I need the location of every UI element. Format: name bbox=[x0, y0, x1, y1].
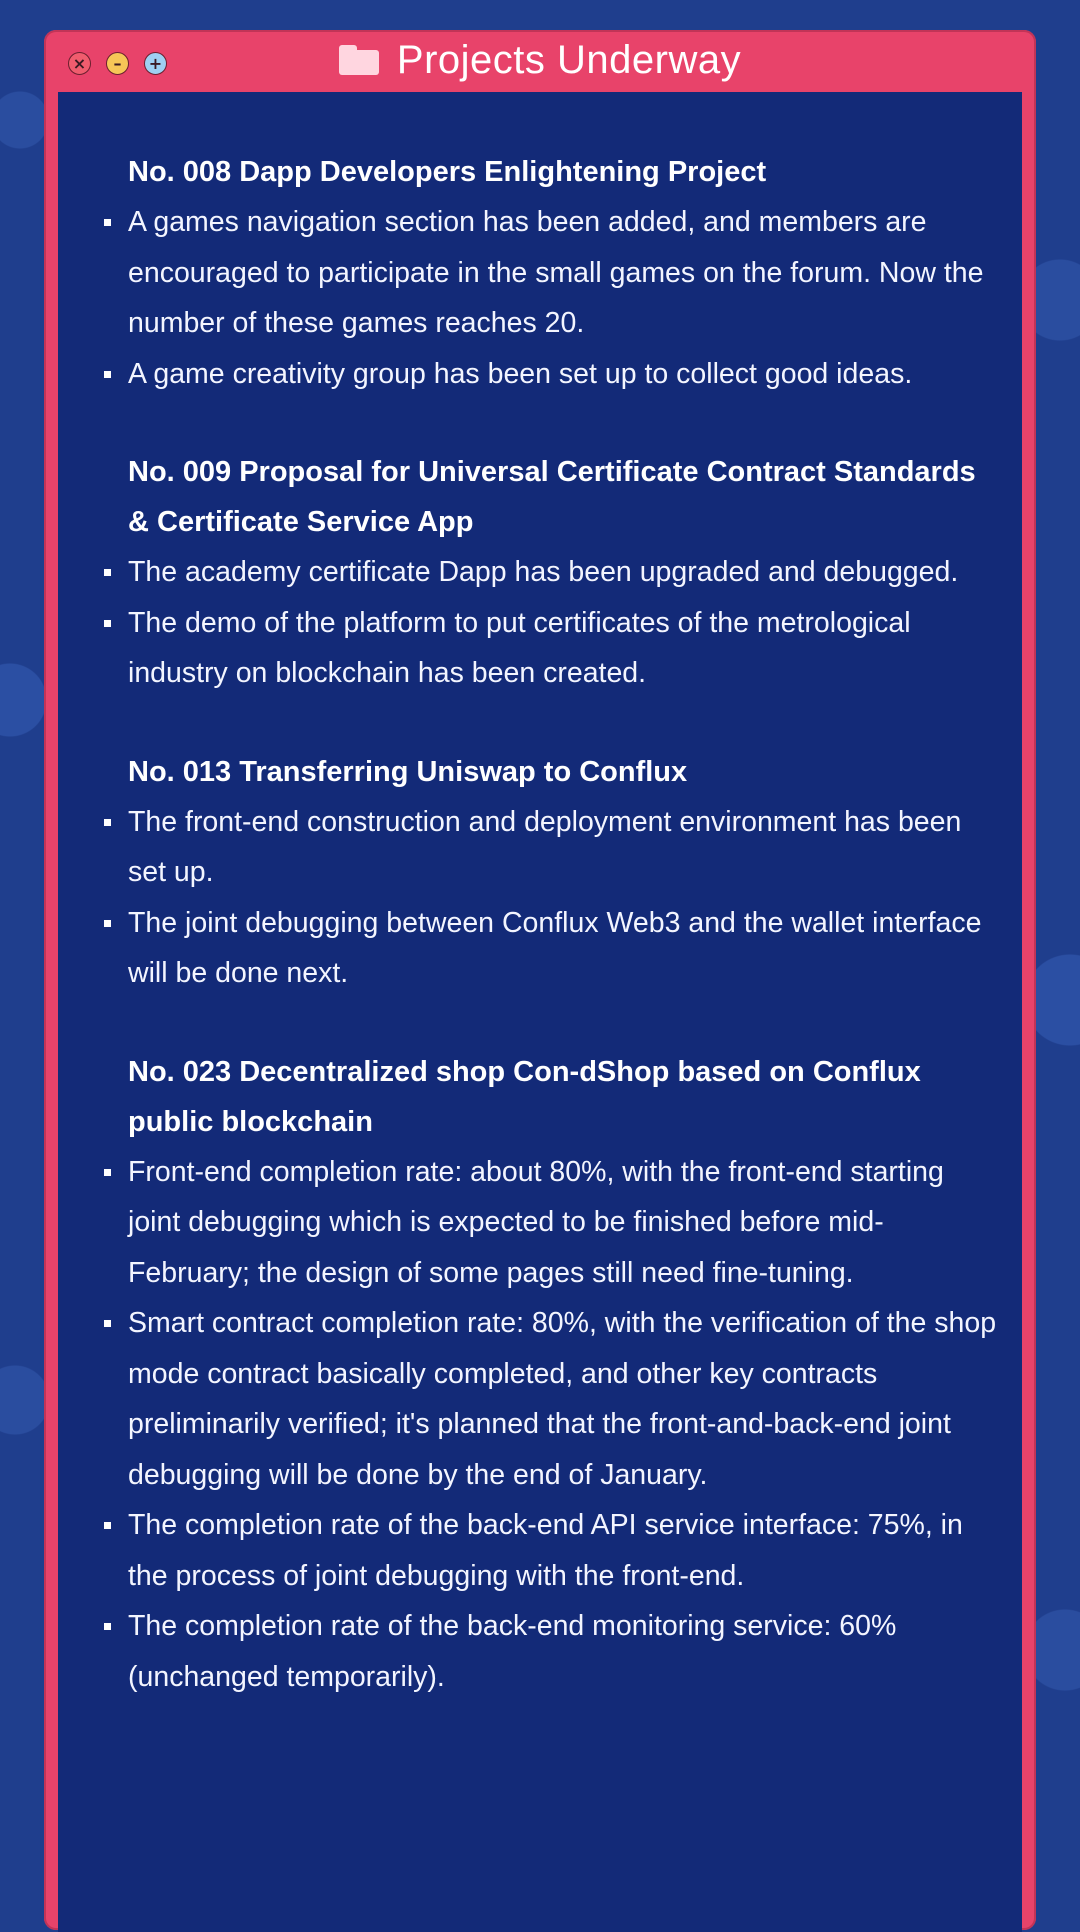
title-bar[interactable] bbox=[44, 30, 1036, 90]
content-panel[interactable] bbox=[58, 92, 1022, 1932]
close-icon: × bbox=[72, 53, 87, 73]
bullet-list bbox=[128, 1147, 998, 1703]
bullet-item: The completion rate of the back-end API service interface: 75%, in the process of joint debugging with the front-end. bbox=[128, 1500, 998, 1601]
project-title: No. 023 Decentralized shop Con-dShop based on Conflux public blockchain bbox=[128, 1055, 921, 1138]
maximize-icon: + bbox=[148, 53, 163, 73]
project-item bbox=[128, 747, 998, 999]
project-title: No. 009 Proposal for Universal Certificate Contract Standards & Certificate Service App bbox=[128, 456, 976, 538]
bullet-list bbox=[128, 547, 998, 699]
bullet-item: The joint debugging between Conflux Web3 and the wallet interface will be done next. bbox=[128, 898, 998, 999]
window-title: Projects Underway bbox=[396, 37, 742, 82]
title-group bbox=[44, 30, 1036, 90]
minimize-icon: – bbox=[113, 53, 122, 73]
window bbox=[44, 30, 1036, 1930]
bullet-item: Smart contract completion rate: 80%, with the verification of the shop mode contract basically completed, and other key contracts preliminarily verified; it's planned that the front-and-back-end joint debugging will be done by the end of January. bbox=[128, 1298, 998, 1500]
bullet-item: The demo of the platform to put certificates of the metrological industry on blockchain has been created. bbox=[128, 598, 998, 699]
bullet-item: The front-end construction and deployment environment has been set up. bbox=[128, 797, 998, 898]
project-item bbox=[128, 1047, 998, 1703]
bullet-item: Front-end completion rate: about 80%, with the front-end starting joint debugging which is expected to be finished before mid-February; the design of some pages still need fine-tuning. bbox=[128, 1147, 998, 1299]
bullet-list bbox=[128, 197, 998, 399]
bullet-list bbox=[128, 797, 998, 999]
bullet-item: The completion rate of the back-end monitoring service: 60% (unchanged temporarily). bbox=[128, 1601, 998, 1702]
bullet-item: A games navigation section has been added, and members are encouraged to participate in the small games on the forum. Now the number of these games reaches 20. bbox=[128, 197, 998, 349]
project-list bbox=[128, 147, 998, 1750]
project-title: No. 013 Transferring Uniswap to Conflux bbox=[128, 755, 688, 788]
bullet-item: A game creativity group has been set up to collect good ideas. bbox=[128, 349, 998, 400]
bullet-item: The academy certificate Dapp has been upgraded and debugged. bbox=[128, 547, 998, 598]
folder-icon bbox=[339, 45, 379, 75]
project-item bbox=[128, 147, 998, 399]
project-title: No. 008 Dapp Developers Enlightening Project bbox=[128, 156, 767, 188]
project-item bbox=[128, 447, 998, 699]
